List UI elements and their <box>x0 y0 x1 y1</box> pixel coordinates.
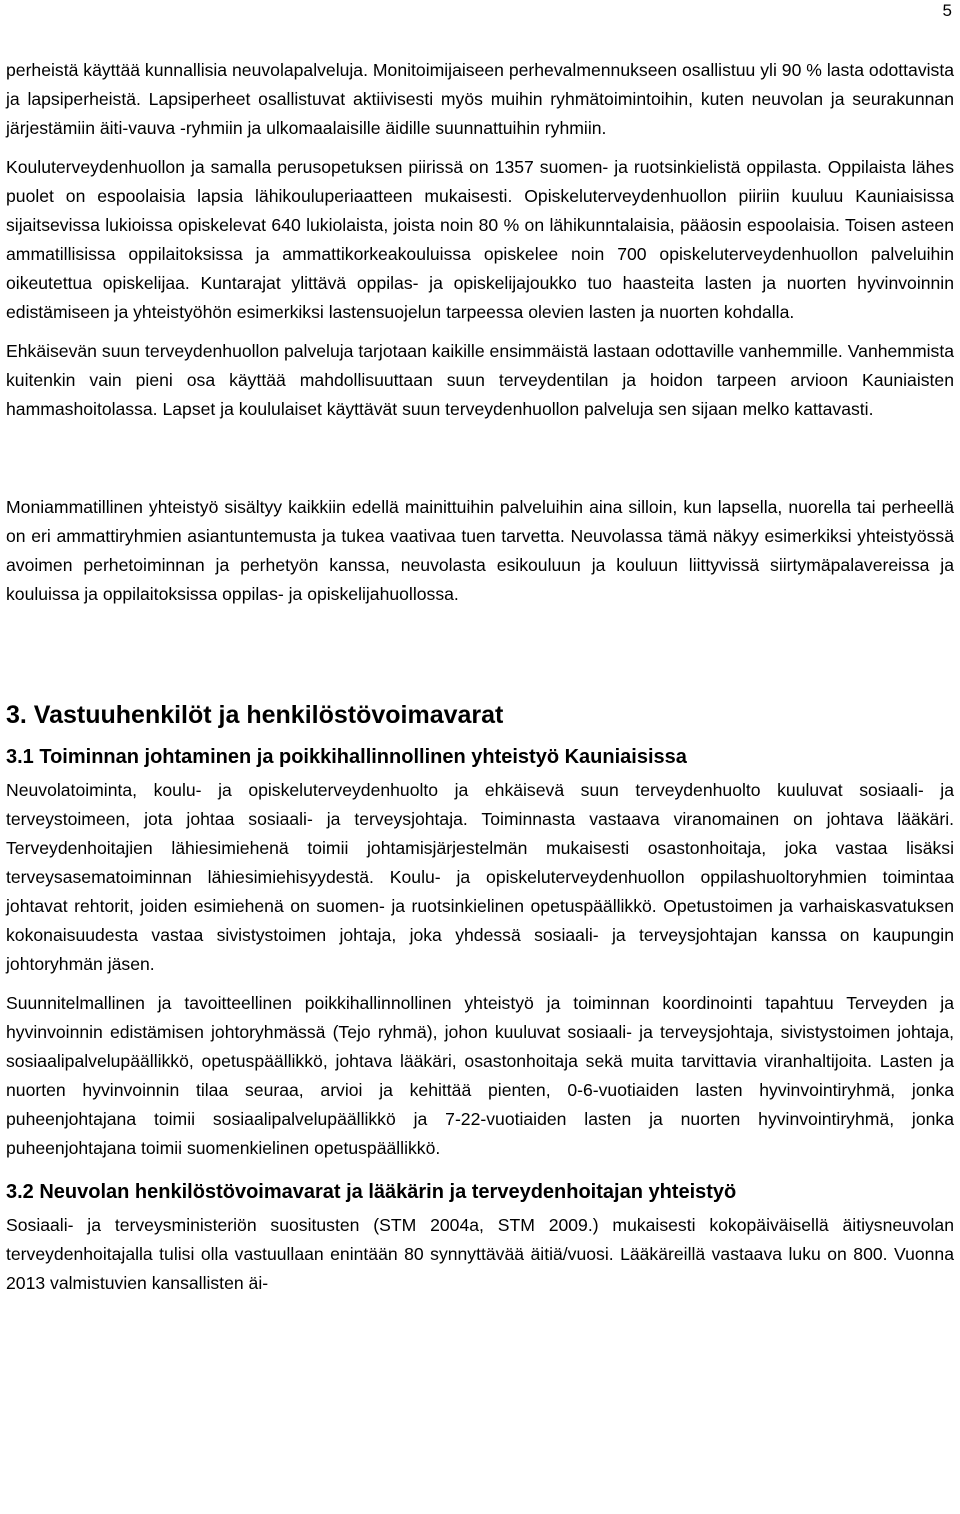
paragraph-cooperation: Suunnitelmallinen ja tavoitteellinen poikkihallinnollinen yhteistyö ja toiminnan koordinointi tapahtuu Terveyden ja hyvinvoinnin edistämisen johtoryhmässä (Tejo ryhmä), johon kuuluvat sosiaali- ja terveysjohtaja, sivistystoimen johtaja, sosiaalipalvelupäällikkö, opetuspäällikkö, johtava lääkäri, osastonhoitaja sekä muita tarvittavia viranhaltijoita. Lasten ja nuorten hyvinvoinnin tilaa seuraa, arvioi ja kehittää pienten, 0-6-vuotiaiden lasten hyvinvointiryhmä, jonka puheenjohtajana toimii sosiaalipalvelupäällikkö ja 7-22-vuotiaiden lasten ja nuorten hyvinvointiryhmä, jonka puheenjohtajana toimii suomenkielinen opetuspäällikkö. <box>6 993 954 1158</box>
paragraph-school-health: Kouluterveydenhuollon ja samalla perusopetuksen piirissä on 1357 suomen- ja ruotsinkielistä oppilasta. Oppilaista lähes puolet on espoolaisia lapsia lähikouluperiaatteen mukaisesti. Opiskeluterveydenhuollon piiriin kuuluu Kauniaisissa sijaitsevissa lukioissa opiskelevat 640 lukiolaista, joista noin 80 % on lähikunntalaisia, pääosin espoolaisia. Toisen asteen ammatillisissa oppilaitoksissa ja ammattikorkeakouluissa opiskelee noin 700 opiskeluterveydenhuollon palveluihin oikeutettua opiskelijaa. Kuntarajat ylittävä oppilas- ja opiskelijajoukko tuo haasteita lasten ja nuorten hyvinvoinnin edistämiseen ja yhteistyöhön esimerkiksi lastensuojelun tarpeessa olevien lasten ja nuorten kohdalla. <box>6 157 954 322</box>
page-number: 5 <box>942 1 952 20</box>
section-3-heading: 3. Vastuuhenkilöt ja henkilöstövoimavarat <box>6 701 504 729</box>
paragraph-multiprofessional: Moniammatillinen yhteistyö sisältyy kaikkiin edellä mainittuihin palveluihin aina silloin, kun lapsella, nuorella tai perheellä on eri ammattiryhmien asiantuntemusta ja tukea vaativaa tuen tarvetta. Neuvolassa tämä näkyy esimerkiksi yhteistyössä avoimen perhetoiminnan ja perhetyön kanssa, neuvolasta esikouluun ja kouluun liittyvissä siirtymäpalavereissa ja kouluissa ja oppilaitoksissa oppilas- ja opiskelijahuollossa. <box>6 497 954 604</box>
paragraph-staffing: Sosiaali- ja terveysministeriön suositusten (STM 2004a, STM 2009.) mukaisesti kokopäiväisellä äitiysneuvolan terveydenhoitajalla tulisi olla vastuullaan enintään 80 synnyttävää äitiä/vuosi. Lääkäreillä vastaava luku on 800. Vuonna 2013 valmistuvien kansallisten äi- <box>6 1215 954 1293</box>
paragraph-parent-services: perheistä käyttää kunnallisia neuvolapalveluja. Monitoimijaiseen perhevalmennukseen osallistuu yli 90 % lasta odottavista ja lapsiperheistä. Lapsiperheet osallistuvat aktiivisesti myös muihin ryhmätoimintoihin, kuten neuvolan ja seurakunnan järjestämiin äiti-vauva -ryhmiin ja ulkomaalaisille äidille suunnattuihin ryhmiin. <box>6 60 954 138</box>
paragraph-management: Neuvolatoiminta, koulu- ja opiskeluterveydenhuolto ja ehkäisevä suun terveydenhuolto kuuluvat sosiaali- ja terveystoimeen, jota johtaa sosiaali- ja terveysjohtaja. Toiminnasta vastaava viranomainen on johtava lääkäri. Terveydenhoitajien lähiesimiehenä toimii johtamisjärjestelmän mukaisesti osastonhoitaja, joka vastaa lisäksi terveysasematoiminnan lähiesimiehisyydestä. Koulu- ja opiskeluterveydenhuollon oppilashuoltoryhmien toimintaa johtavat rehtorit, joiden esimiehenä on suomen- ja ruotsinkielinen opetuspäällikkö. Opetustoimen ja varhaiskasvatuksen kokonaisuudesta vastaa sivistystoimen johtaja, joka yhdessä sosiaali- ja terveysjohtajan kanssa on kaupungin johtoryhmän jäsen. <box>6 780 954 974</box>
document-body <box>6 56 954 1298</box>
section-3-1-heading: 3.1 Toiminnan johtaminen ja poikkihallinnollinen yhteistyö Kauniaisissa <box>6 746 687 768</box>
paragraph-dental-care: Ehkäisevän suun terveydenhuollon palveluja tarjotaan kaikille ensimmäistä lastaan odottaville vanhemmille. Vanhemmista kuitenkin vain pieni osa käyttää mahdollisuuttaan suun terveydentilan ja hoidon tarpeen arvioon Kauniaisten hammashoitolassa. Lapset ja koululaiset käyttävät suun terveydenhuollon palveluja sen sijaan melko kattavasti. <box>6 341 954 419</box>
section-3-2-heading: 3.2 Neuvolan henkilöstövoimavarat ja lääkärin ja terveydenhoitajan yhteistyö <box>6 1181 737 1203</box>
